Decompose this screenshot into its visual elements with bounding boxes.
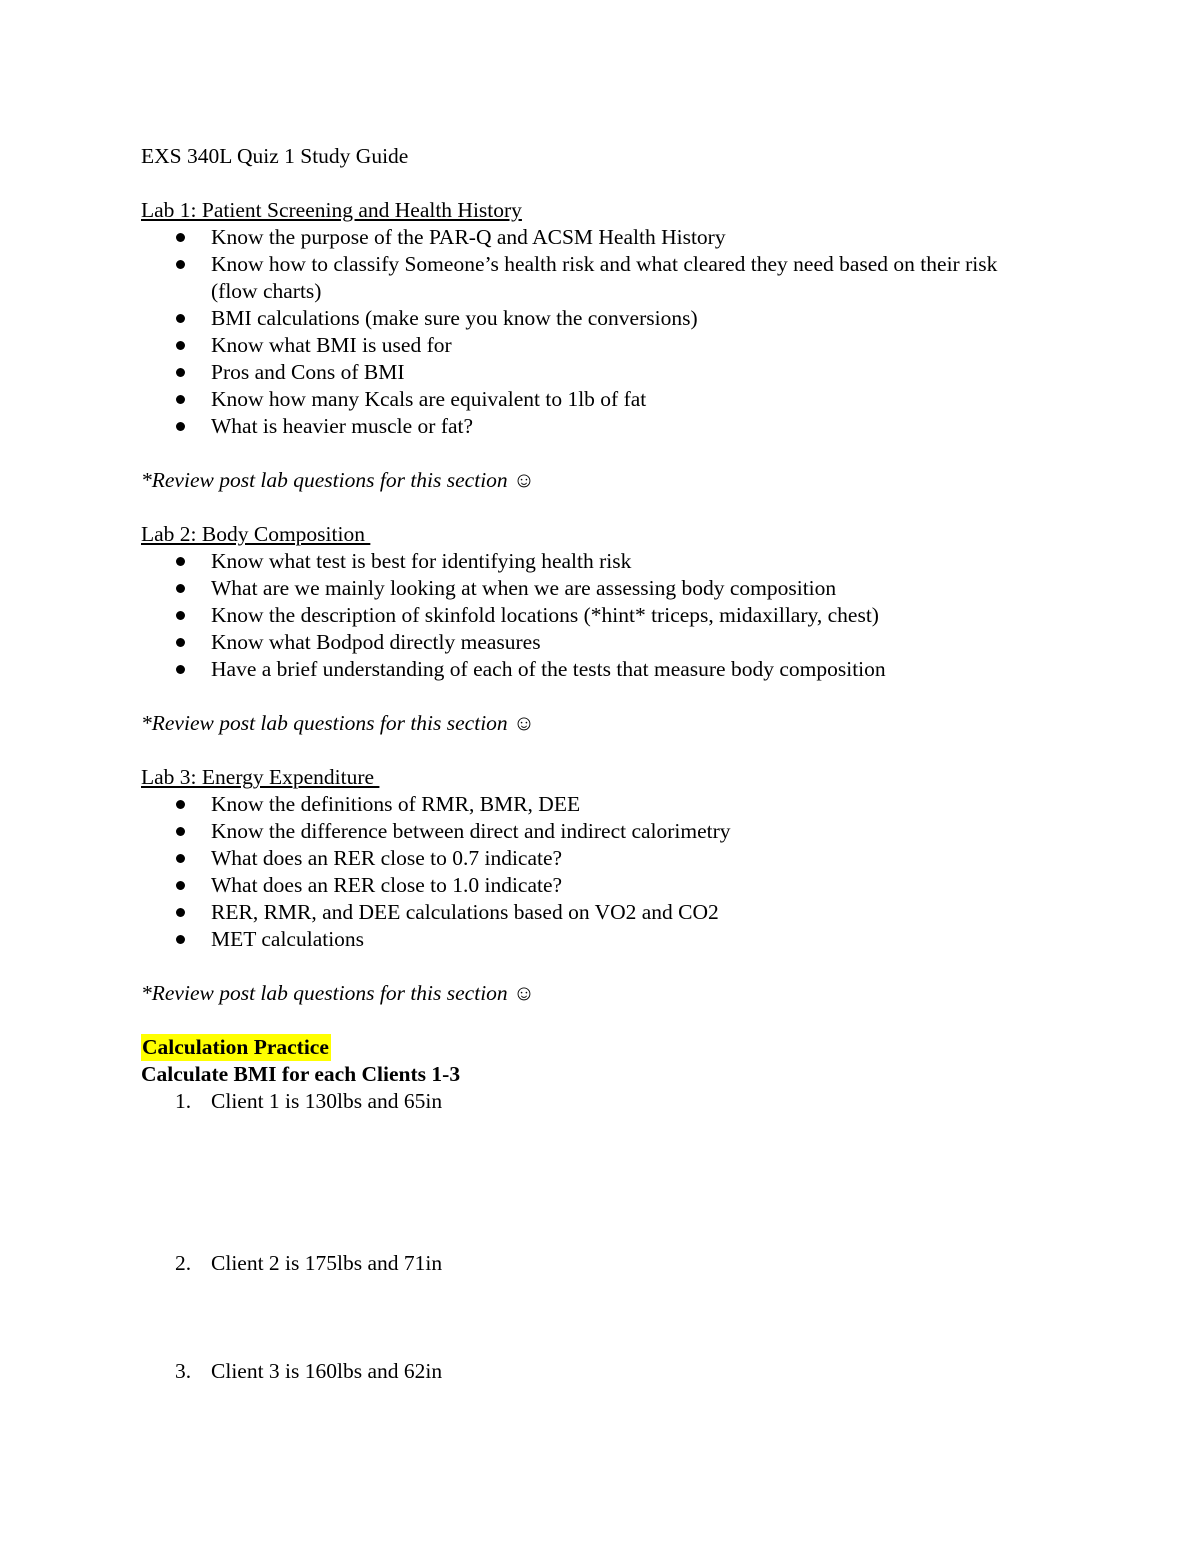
client-item bbox=[141, 1358, 1041, 1385]
client-list bbox=[141, 1088, 1041, 1385]
list-item-text: Have a brief understanding of each of the tests that measure body composition bbox=[211, 657, 886, 681]
bullet-icon bbox=[176, 395, 185, 404]
bullet-icon bbox=[176, 935, 185, 944]
list-item-text: What does an RER close to 0.7 indicate? bbox=[211, 846, 563, 870]
bullet-icon bbox=[176, 314, 185, 323]
list-item bbox=[141, 899, 1041, 926]
review-note: *Review post lab questions for this section ☺ bbox=[141, 711, 535, 735]
bullet-icon bbox=[176, 557, 185, 566]
list-item-text: Know what Bodpod directly measures bbox=[211, 630, 541, 654]
list-item-text: Pros and Cons of BMI bbox=[211, 360, 405, 384]
bullet-icon bbox=[176, 665, 185, 674]
list-item bbox=[141, 359, 1041, 386]
list-item-text: MET calculations bbox=[211, 927, 365, 951]
client-text: Client 2 is 175lbs and 71in bbox=[211, 1251, 443, 1275]
bullet-list bbox=[141, 224, 1041, 440]
list-item bbox=[141, 926, 1041, 953]
review-note: *Review post lab questions for this section ☺ bbox=[141, 468, 535, 492]
calculation-subheading: Calculate BMI for each Clients 1-3 bbox=[141, 1062, 461, 1086]
list-item-text: What does an RER close to 1.0 indicate? bbox=[211, 873, 563, 897]
client-number: 2. bbox=[175, 1251, 192, 1275]
list-item bbox=[141, 548, 1041, 575]
client-number: 1. bbox=[175, 1089, 192, 1113]
bullet-icon bbox=[176, 800, 185, 809]
bullet-icon bbox=[176, 881, 185, 890]
list-item-text: BMI calculations (make sure you know the conversions) bbox=[211, 306, 698, 330]
bullet-icon bbox=[176, 638, 185, 647]
list-item-text: RER, RMR, and DEE calculations based on VO2 and CO2 bbox=[211, 900, 719, 924]
list-item bbox=[141, 332, 1041, 359]
bullet-icon bbox=[176, 368, 185, 377]
list-item bbox=[141, 575, 1041, 602]
bullet-icon bbox=[176, 908, 185, 917]
section-heading: Lab 2: Body Composition bbox=[141, 522, 371, 546]
client-item bbox=[141, 1250, 1041, 1277]
list-item bbox=[141, 224, 1041, 251]
calculation-heading: Calculation Practice bbox=[142, 1035, 329, 1059]
list-item-text: Know the difference between direct and indirect calorimetry bbox=[211, 819, 731, 843]
bullet-list bbox=[141, 791, 1041, 953]
list-item bbox=[141, 251, 1041, 305]
list-item-text: Know the purpose of the PAR-Q and ACSM Health History bbox=[211, 225, 726, 249]
bullet-icon bbox=[176, 854, 185, 863]
list-item bbox=[141, 629, 1041, 656]
bullet-icon bbox=[176, 233, 185, 242]
bullet-icon bbox=[176, 611, 185, 620]
list-item-text: Know the definitions of RMR, BMR, DEE bbox=[211, 792, 581, 816]
bullet-icon bbox=[176, 422, 185, 431]
list-item-text: Know what test is best for identifying health risk bbox=[211, 549, 632, 573]
section-lab-2 bbox=[141, 521, 1041, 737]
section-heading: Lab 1: Patient Screening and Health History bbox=[141, 198, 522, 222]
list-item bbox=[141, 413, 1041, 440]
client-item bbox=[141, 1088, 1041, 1115]
list-item bbox=[141, 845, 1041, 872]
client-number: 3. bbox=[175, 1359, 192, 1383]
bullet-icon bbox=[176, 827, 185, 836]
list-item bbox=[141, 305, 1041, 332]
bullet-icon bbox=[176, 260, 185, 269]
review-note: *Review post lab questions for this section ☺ bbox=[141, 981, 535, 1005]
list-item-text: What is heavier muscle or fat? bbox=[211, 414, 474, 438]
calculation-practice bbox=[141, 1034, 1041, 1385]
list-item-text: Know how many Kcals are equivalent to 1lb of fat bbox=[211, 387, 647, 411]
document-title: EXS 340L Quiz 1 Study Guide bbox=[141, 144, 409, 168]
section-heading: Lab 3: Energy Expenditure bbox=[141, 765, 380, 789]
bullet-icon bbox=[176, 341, 185, 350]
section-lab-3 bbox=[141, 764, 1041, 1007]
bullet-icon bbox=[176, 584, 185, 593]
list-item bbox=[141, 386, 1041, 413]
section-lab-1 bbox=[141, 197, 1041, 494]
list-item-text: Know how to classify Someone’s health risk and what cleared they need based on their risk (flow charts) bbox=[211, 252, 998, 303]
bullet-list bbox=[141, 548, 1041, 683]
list-item-text: Know the description of skinfold locations (*hint* triceps, midaxillary, chest) bbox=[211, 603, 879, 627]
client-text: Client 1 is 130lbs and 65in bbox=[211, 1089, 443, 1113]
list-item bbox=[141, 602, 1041, 629]
list-item bbox=[141, 791, 1041, 818]
list-item bbox=[141, 656, 1041, 683]
list-item bbox=[141, 818, 1041, 845]
list-item-text: What are we mainly looking at when we are assessing body composition bbox=[211, 576, 837, 600]
list-item-text: Know what BMI is used for bbox=[211, 333, 452, 357]
client-text: Client 3 is 160lbs and 62in bbox=[211, 1359, 443, 1383]
document-body bbox=[141, 143, 1041, 1385]
list-item bbox=[141, 872, 1041, 899]
